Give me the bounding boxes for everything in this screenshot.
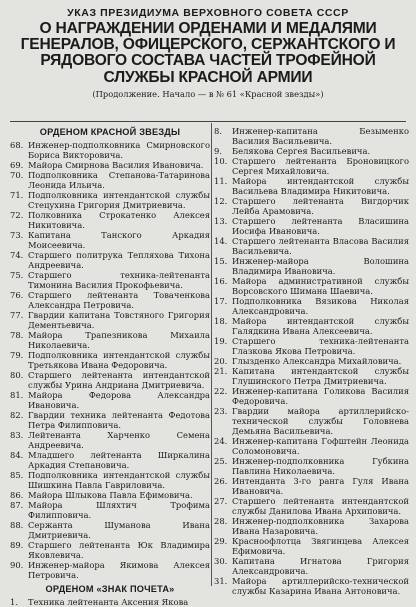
list-item	[10, 170, 210, 190]
section-heading-red-star: ОРДЕНОМ КРАСНОЙ ЗВЕЗДЫ	[39, 127, 181, 137]
entry-text: Майора административной службы Ворсовского Шимана Шаевича.	[232, 276, 409, 296]
list-item	[10, 190, 210, 210]
entry-text: Гвардии капитана Товстяного Григория Дементьевича.	[28, 310, 210, 330]
entry-number: 89.	[10, 540, 24, 550]
entry-text: Старшего техника-лейтенанта Тимонина Василия Прокофьевича.	[28, 270, 210, 290]
entry-text: Подполковника интендантской службы Стецухина Григория Дмитриевича.	[28, 190, 210, 210]
list-item	[10, 597, 210, 607]
list-item	[214, 236, 409, 256]
entry-number: 73.	[10, 230, 24, 240]
entry-number: 90.	[10, 560, 24, 570]
list-item	[10, 430, 210, 450]
entry-text: Глызденко Александра Михайловича.	[232, 356, 402, 366]
list-item	[214, 356, 409, 366]
entry-text: Майора Шляхтич Трофима Филипповича.	[28, 500, 210, 520]
list-item	[10, 470, 210, 490]
list-item	[214, 176, 409, 196]
list-item	[10, 390, 210, 410]
entry-text: Старшего лейтенанта Броновицкого Сергея Михайловича.	[232, 156, 409, 176]
list-item	[10, 450, 210, 470]
entry-text: Гвардии майора артиллерийско-технической службы Головнева Демьяна Васильевича.	[232, 406, 409, 436]
list-item	[10, 140, 210, 160]
entry-text: Капитана интендантской службы Глушинского Петра Дмитриевича.	[232, 366, 409, 386]
list-item	[214, 156, 409, 176]
award-list-red-star	[10, 140, 210, 580]
list-item	[10, 370, 210, 390]
entry-number: 75.	[10, 270, 24, 280]
list-item	[214, 456, 409, 476]
entry-text: Старшего лейтенанта Товаченкова Александра Петровича.	[28, 290, 210, 310]
entry-text: Майора интендантской службы Галядкина Ивана Алексеевича.	[232, 316, 409, 336]
entry-number: 88.	[10, 520, 24, 530]
list-item	[10, 540, 210, 560]
entry-number: 24.	[214, 436, 228, 446]
entry-text: Старшего лейтенанта Юк Владимира Яковлевича.	[28, 540, 210, 560]
entry-text: Техника лейтенанта Аксения Якова	[28, 597, 189, 607]
entry-number: 19.	[214, 336, 228, 346]
list-item	[214, 276, 409, 296]
entry-text: Майора Федорова Александра Ивановича.	[28, 390, 210, 410]
entry-number: 84.	[10, 450, 24, 460]
list-item	[214, 146, 409, 156]
list-item	[214, 536, 409, 556]
entry-text: Инженер-майора Волошина Владимира Ивановича.	[232, 256, 409, 276]
entry-number: 13.	[214, 216, 228, 226]
list-item	[10, 230, 210, 250]
entry-number: 10.	[214, 156, 228, 166]
list-item	[10, 500, 210, 520]
list-item	[10, 560, 210, 580]
entry-number: 14.	[214, 236, 228, 246]
list-item	[10, 250, 210, 270]
list-item	[10, 290, 210, 310]
entry-number: 86.	[10, 490, 24, 500]
entry-number: 8.	[214, 126, 222, 136]
entry-number: 12.	[214, 196, 228, 206]
entry-number: 79.	[10, 350, 24, 360]
entry-text: Подполковника Вязикова Николая Александровича.	[232, 296, 409, 316]
entry-number: 20.	[214, 356, 228, 366]
entry-number: 15.	[214, 256, 228, 266]
entry-text: Капитана Игнатова Григория Александровича.	[232, 556, 409, 576]
entry-number: 16.	[214, 276, 228, 286]
entry-text: Лейтенанта Харченко Семена Андреевича.	[28, 430, 210, 450]
award-list-badge-of-honour	[10, 597, 210, 607]
entry-number: 87.	[10, 500, 24, 510]
list-item	[214, 196, 409, 216]
entry-text: Белякова Сергея Васильевича.	[232, 146, 371, 156]
entry-text: Подполковника Степанова-Татаринова Леонида Ильича.	[28, 170, 210, 190]
decree-supertitle: УКАЗ ПРЕЗИДИУМА ВЕРХОВНОГО СОВЕТА СССР	[67, 7, 349, 19]
entry-number: 78.	[10, 330, 24, 340]
right-column	[214, 126, 409, 596]
entry-number: 28.	[214, 516, 228, 526]
entry-number: 68.	[10, 140, 24, 150]
list-item	[214, 386, 409, 406]
entry-text: Инженер-подполковника Смирновского Бориса Викторовича.	[28, 140, 210, 160]
entry-text: Старшего лейтенанта Власова Василия Васильевича.	[232, 236, 409, 256]
entry-number: 70.	[10, 170, 24, 180]
entry-number: 25.	[214, 456, 228, 466]
entry-number: 18.	[214, 316, 228, 326]
entry-number: 29.	[214, 536, 228, 546]
list-item	[214, 216, 409, 236]
entry-text: Старшего техника-лейтенанта Глазкова Якова Петровича.	[232, 336, 409, 356]
list-item	[214, 296, 409, 316]
list-item	[10, 410, 210, 430]
award-list-continued	[214, 126, 409, 596]
list-item	[10, 160, 210, 170]
decree-title: О НАГРАЖДЕНИИ ОРДЕНАМИ И МЕДАЛЯМИ ГЕНЕРАЛОВ, ОФИЦЕРСКОГО, СЕРЖАНТСКОГО И РЯДОВОГО СОСТАВА ЧАСТЕЙ ТРОФЕЙНОЙ СЛУЖБЫ КРАСНОЙ АРМИИ	[20, 20, 396, 86]
list-item	[214, 556, 409, 576]
entry-number: 17.	[214, 296, 228, 306]
entry-text: Майора интендантской службы Васильева Владимира Никитовича.	[232, 176, 409, 196]
entry-text: Младшего лейтенанта Ширкалина Аркадия Степановича.	[28, 450, 210, 470]
entry-number: 9.	[214, 146, 222, 156]
entry-text: Майора Шлыкова Павла Ефимовича.	[28, 490, 193, 500]
list-item	[10, 310, 210, 330]
section-heading-badge-of-honour: ОРДЕНОМ «ЗНАК ПОЧЕТА»	[45, 584, 175, 594]
entry-text: Подполковника интендантской службы Третьякова Ивана Федоровича.	[28, 350, 210, 370]
entry-number: 77.	[10, 310, 24, 320]
entry-text: Полковника Строкатенко Алексея Никитовича.	[28, 210, 210, 230]
list-item	[10, 330, 210, 350]
entry-number: 82.	[10, 410, 24, 420]
entry-number: 30.	[214, 556, 228, 566]
list-item	[214, 406, 409, 436]
entry-text: Инженер-подполковника Захарова Ивана Назаровича.	[232, 516, 409, 536]
list-item	[214, 476, 409, 496]
list-item	[214, 496, 409, 516]
list-item	[214, 256, 409, 276]
entry-text: Старшего политрука Тепляхова Тихона Андреевича.	[28, 250, 210, 270]
list-item	[10, 520, 210, 540]
entry-number: 23.	[214, 406, 228, 416]
entry-number: 22.	[214, 386, 228, 396]
entry-text: Майора Смирнова Василия Ивановича.	[28, 160, 204, 170]
entry-number: 11.	[214, 176, 228, 186]
entry-number: 21.	[214, 366, 228, 376]
list-item	[214, 436, 409, 456]
entry-text: Красноофлотца Звягинцева Алексея Ефимовича.	[232, 536, 409, 556]
left-column	[10, 126, 210, 607]
continuation-note: (Продолжение. Начало — в № 61 «Красной звезды»)	[92, 88, 324, 99]
entry-number: 74.	[10, 250, 24, 260]
entry-text: Старшего лейтенанта интендантской службы Данилова Ивана Архиповича.	[232, 496, 409, 516]
list-item	[10, 350, 210, 370]
entry-text: Старшего лейтенанта интендантской службы Урина Андриана Дмитриевича.	[28, 370, 210, 390]
entry-number: 76.	[10, 290, 24, 300]
list-item	[214, 336, 409, 356]
list-item	[214, 316, 409, 336]
entry-text: Сержанта Шуманова Ивана Дмитриевича.	[28, 520, 210, 540]
entry-text: Старшего лейтенанта Власишина Иосифа Ивановича.	[232, 216, 409, 236]
entry-number: 1.	[10, 597, 18, 607]
decree-header	[0, 6, 416, 100]
entry-text: Инженер-майора Якимова Алексея Петровича.	[28, 560, 210, 580]
entry-text: Инженер-капитана Гофштейн Леонида Соломоновича.	[232, 436, 409, 456]
entry-number: 71.	[10, 190, 24, 200]
list-item	[10, 210, 210, 230]
entry-text: Майора Трапезникова Михаила Николаевича.	[28, 330, 210, 350]
entry-text: Майора артиллерийско-технической службы Казарина Ивана Антоновича.	[232, 576, 409, 596]
header-divider	[10, 121, 406, 122]
column-divider	[211, 123, 212, 586]
entry-text: Гвардии техника лейтенанта Федотова Петра Филипповича.	[28, 410, 210, 430]
entry-text: Инженер-капитана Голикова Василия Федоровича.	[232, 386, 409, 406]
list-item	[10, 490, 210, 500]
entry-number: 80.	[10, 370, 24, 380]
entry-text: Капитана Танского Аркадия Моисеевича.	[28, 230, 210, 250]
list-item	[214, 126, 409, 146]
entry-number: 26.	[214, 476, 228, 486]
list-item	[214, 576, 409, 596]
entry-number: 83.	[10, 430, 24, 440]
entry-number: 69.	[10, 160, 24, 170]
entry-number: 81.	[10, 390, 24, 400]
entry-text: Интенданта 3-го ранга Гуля Ивана Ивановича.	[232, 476, 409, 496]
list-item	[214, 516, 409, 536]
entry-number: 27.	[214, 496, 228, 506]
entry-number: 31.	[214, 576, 228, 586]
entry-text: Подполковника интендантской службы Шишкина Павла Гавриловича.	[28, 470, 210, 490]
entry-number: 72.	[10, 210, 24, 220]
list-item	[214, 366, 409, 386]
entry-text: Старшего лейтенанта Вигдорчик Лейба Арамовича.	[232, 196, 409, 216]
list-item	[10, 270, 210, 290]
entry-number: 85.	[10, 470, 24, 480]
entry-text: Инженер-капитана Безыменко Василия Васильевича.	[232, 126, 409, 146]
entry-text: Инженер-подполковника Губкина Павлина Николаевича.	[232, 456, 409, 476]
